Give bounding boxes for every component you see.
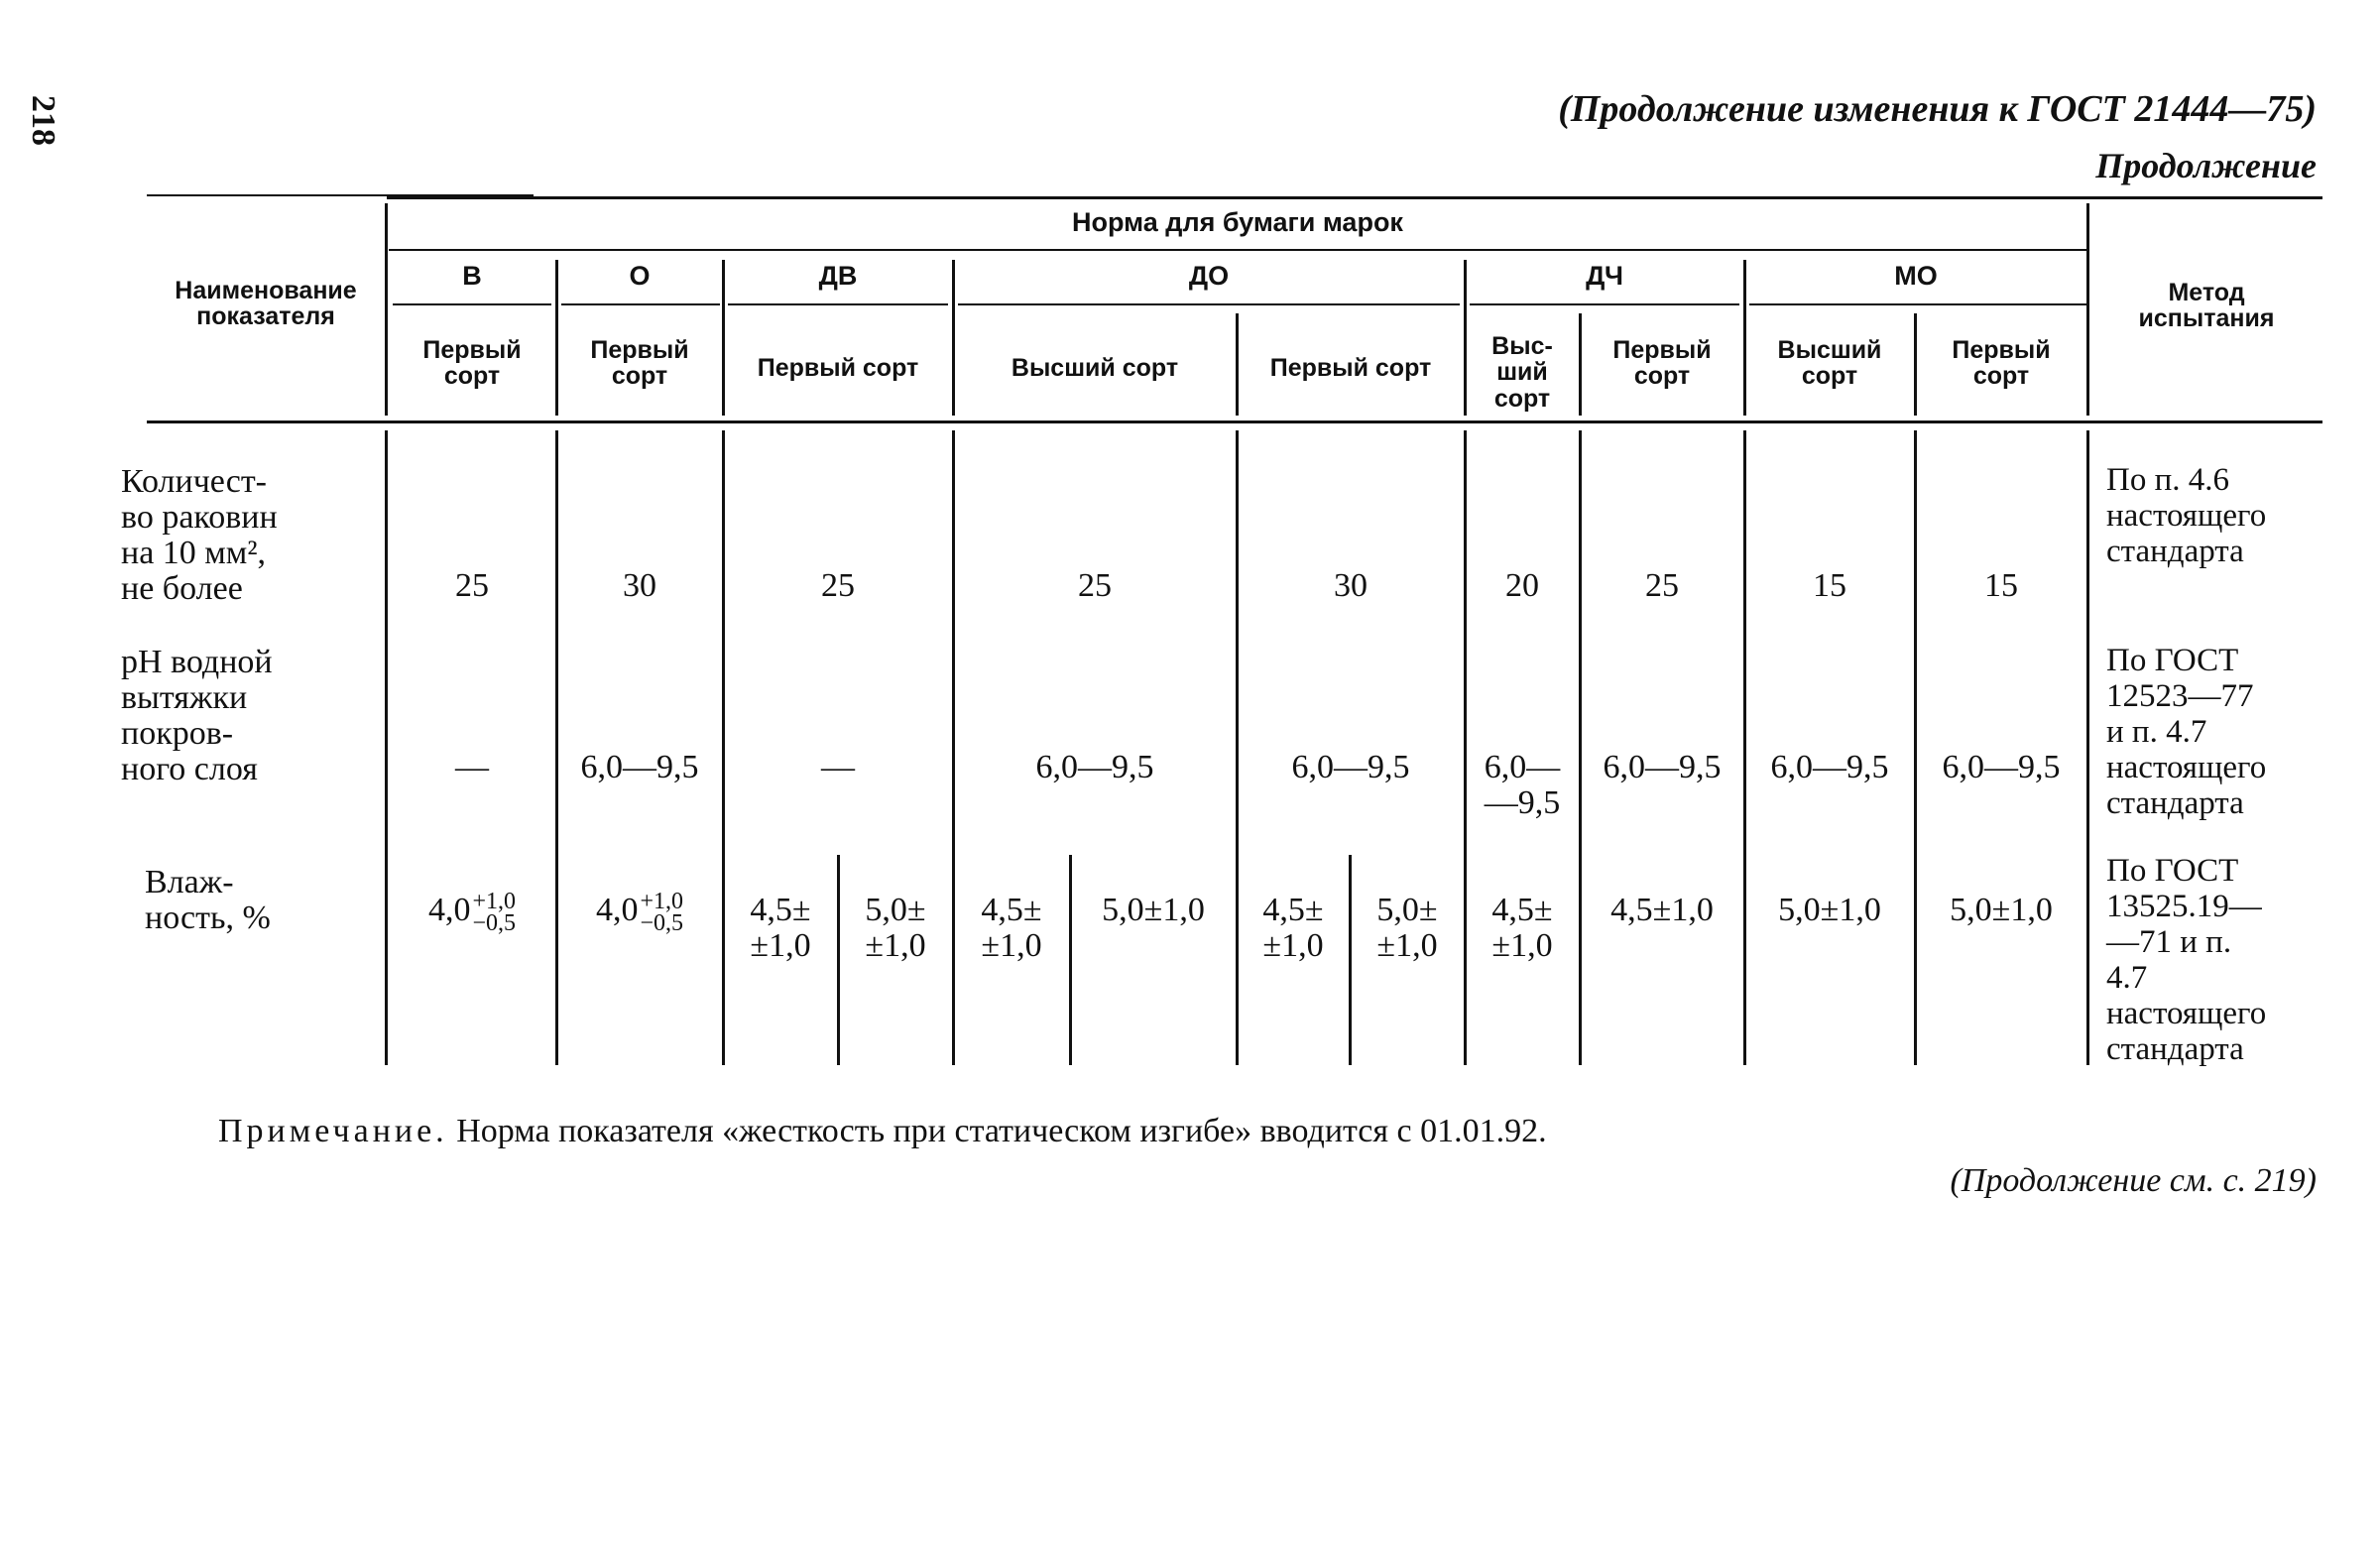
grade-do-underline [958, 303, 1460, 305]
moisture-divider-do-high [1069, 855, 1072, 1065]
body-divider-b-o [555, 430, 558, 1065]
method-pits: По п. 4.6 настоящего стандарта [2106, 462, 2267, 569]
cell-moisture-mo-first: 5,0±1,0 [1950, 892, 2053, 928]
cell-moisture-o: 4,0 +1,0 −0,5 [595, 889, 684, 936]
cell-moisture-dch-high: 4,5± ±1,0 [1491, 892, 1553, 964]
continuation-label: Продолжение [2095, 146, 2317, 185]
table-top-rule [387, 196, 2322, 199]
grade-dv: ДВ [818, 261, 858, 291]
cell-moisture-dv-b: 5,0± ±1,0 [865, 892, 926, 964]
body-divider-do-sorts [1236, 430, 1239, 1065]
row-label-ph: pH водной вытяжки покров- ного слоя [121, 644, 273, 787]
col-divider-method [2086, 203, 2089, 416]
cell-ph-dv: — [821, 749, 855, 785]
col-divider-indicator [385, 203, 388, 416]
grade-mo-underline [1749, 303, 2086, 305]
body-divider-indicator [385, 430, 388, 1065]
sort-do-first: Первый сорт [1269, 354, 1432, 382]
note-text: Норма показателя «жесткость при статическом изгибе» вводится с 01.01.92. [447, 1113, 1547, 1149]
body-divider-dch-sorts [1579, 430, 1582, 1065]
cell-moisture-do-first-b: 5,0± ±1,0 [1376, 892, 1438, 964]
grade-o-underline [561, 303, 720, 305]
body-divider-do-dch [1464, 430, 1467, 1065]
body-divider-method [2086, 430, 2089, 1065]
sort-mo-high: Высший сорт [1777, 336, 1882, 391]
body-divider-dv-do [952, 430, 955, 1065]
cell-pits-dch-first: 25 [1645, 567, 1679, 604]
sort-o-first: Первый сорт [590, 336, 689, 391]
grade-do: ДО [1188, 261, 1230, 291]
cell-ph-o: 6,0—9,5 [580, 749, 699, 785]
header-bottom-rule [147, 420, 2322, 423]
cell-ph-do-first: 6,0—9,5 [1291, 749, 1410, 785]
method-header: Метод испытания [2138, 279, 2275, 333]
cell-pits-do-high: 25 [1078, 567, 1112, 604]
grade-dch: ДЧ [1586, 261, 1623, 291]
running-head: (Продолжение изменения к ГОСТ 21444—75) [1558, 88, 2317, 130]
grade-o: О [629, 261, 651, 291]
body-divider-dch-mo [1743, 430, 1746, 1065]
grade-dch-underline [1470, 303, 1739, 305]
sort-dch-high: Выс- ший сорт [1491, 332, 1553, 413]
cell-pits-dv: 25 [821, 567, 855, 604]
cell-moisture-do-high-b: 5,0±1,0 [1102, 892, 1205, 928]
note-prefix: Примечание. [218, 1113, 448, 1149]
cell-ph-b: — [455, 749, 489, 785]
row-label-moisture: Влаж- ность, % [145, 864, 271, 936]
grade-b-underline [393, 303, 551, 305]
norm-group-underline [389, 249, 2086, 251]
cell-moisture-mo-high: 5,0±1,0 [1778, 892, 1881, 928]
norm-group-header: Норма для бумаги марок [1072, 207, 1403, 237]
cell-moisture-do-high-a: 4,5± ±1,0 [981, 892, 1042, 964]
cell-pits-mo-first: 15 [1984, 567, 2018, 604]
body-divider-mo-sorts [1914, 430, 1917, 1065]
page-number: 218 [25, 95, 61, 146]
sort-b-first: Первый сорт [422, 336, 522, 391]
body-divider-o-dv [722, 430, 725, 1065]
cell-ph-mo-high: 6,0—9,5 [1770, 749, 1889, 785]
cell-pits-do-first: 30 [1334, 567, 1368, 604]
row-label-pits: Количест- во раковин на 10 мм², не более [121, 463, 278, 607]
footer-continuation: (Продолжение см. с. 219) [1950, 1162, 2317, 1199]
method-ph: По ГОСТ 12523—77 и п. 4.7 настоящего стандарта [2106, 643, 2267, 821]
grade-dv-underline [728, 303, 948, 305]
cell-pits-b: 25 [455, 567, 489, 604]
cell-ph-mo-first: 6,0—9,5 [1942, 749, 2061, 785]
cell-pits-dch-high: 20 [1505, 567, 1539, 604]
cell-moisture-do-first-a: 4,5± ±1,0 [1262, 892, 1324, 964]
grade-mo: МО [1894, 261, 1938, 291]
method-moisture: По ГОСТ 13525.19— —71 и п. 4.7 настоящего стандарта [2106, 853, 2267, 1067]
cell-ph-dch-first: 6,0—9,5 [1603, 749, 1722, 785]
grade-b: В [462, 261, 482, 291]
cell-moisture-dch-first: 4,5±1,0 [1610, 892, 1714, 928]
cell-ph-do-high: 6,0—9,5 [1035, 749, 1154, 785]
sort-dch-first: Первый сорт [1612, 336, 1712, 391]
sort-mo-first: Первый сорт [1952, 336, 2051, 391]
indicator-header: Наименование показателя [175, 277, 357, 331]
sort-do-high: Высший сорт [1011, 354, 1179, 382]
cell-ph-dch-high: 6,0— —9,5 [1484, 749, 1561, 821]
cell-moisture-dv-a: 4,5± ±1,0 [750, 892, 811, 964]
sort-dv-first: Первый сорт [757, 354, 919, 382]
cell-pits-mo-high: 15 [1813, 567, 1846, 604]
cell-pits-o: 30 [623, 567, 656, 604]
cell-moisture-b: 4,0 +1,0 −0,5 [427, 889, 517, 936]
table-note [218, 1113, 1547, 1150]
